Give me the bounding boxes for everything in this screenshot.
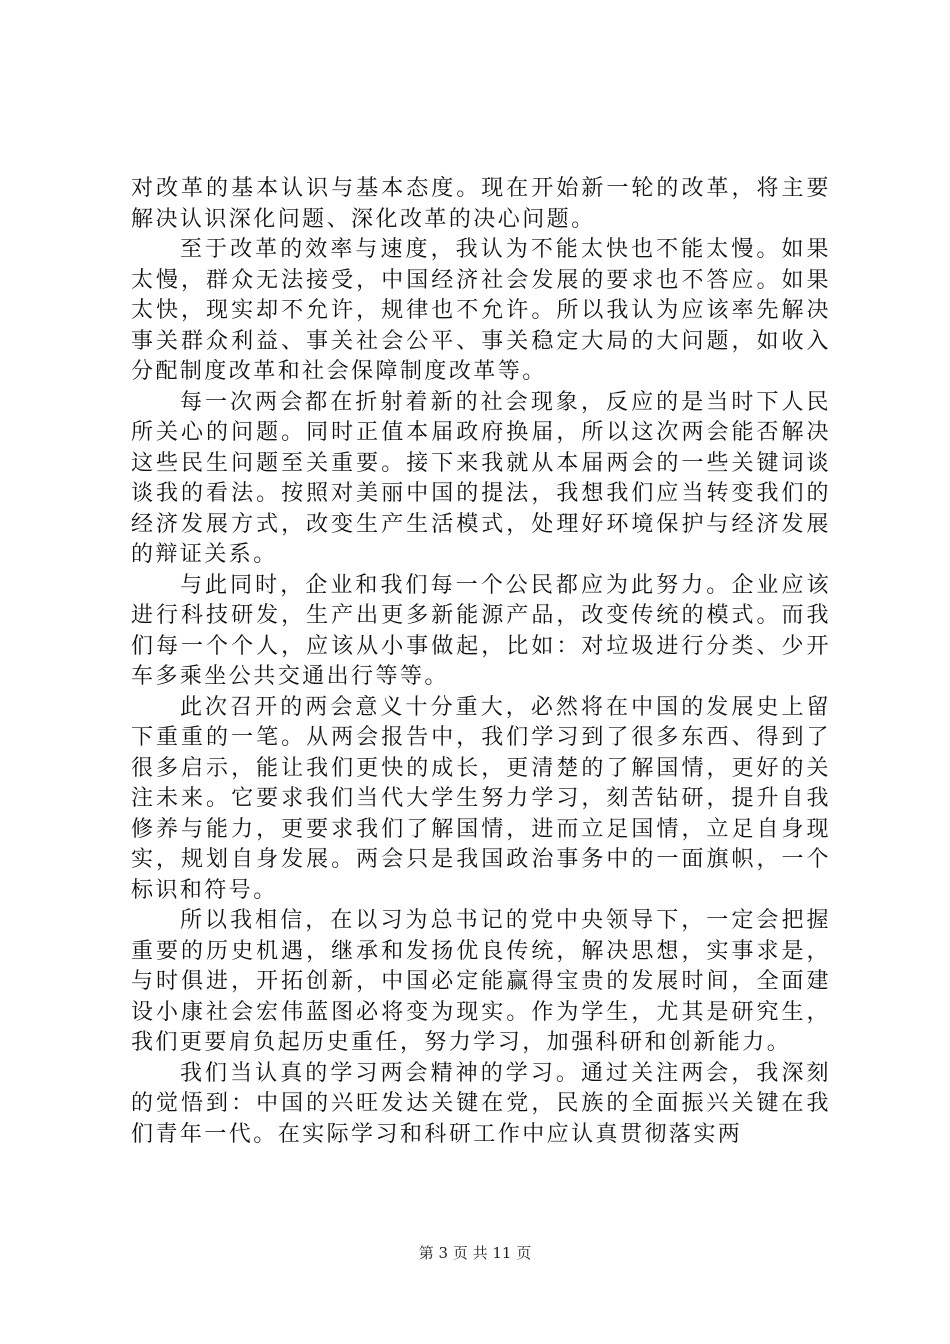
paragraph-1: 对改革的基本认识与基本态度。现在开始新一轮的改革，将主要解决认识深化问题、深化改革的决心问题。 [131,176,831,232]
paragraph-5: 此次召开的两会意义十分重大，必然将在中国的发展史上留下重重的一笔。从两会报告中，我们学习到了很多东西、得到了很多启示，能让我们更快的成长，更清楚的了解国情，更好的关注未来。它要求我们当代大学生努力学习，刻苦钻研，提升自我修养与能力，更要求我们了解国情，进而立足国情，立足自身现实，规划自身发展。两会只是我国政治事务中的一面旗帜，一个标识和符号。 [131,694,831,903]
paragraph-3: 每一次两会都在折射着新的社会现象，反应的是当时下人民所关心的问题。同时正值本届政府换届，所以这次两会能否解决这些民生问题至关重要。接下来我就从本届两会的一些关键词谈谈我的看法。按照对美丽中国的提法，我想我们应当转变我们的经济发展方式，改变生产生活模式，处理好环境保护与经济发展的辩证关系。 [131,389,831,567]
paragraph-4: 与此同时，企业和我们每一个公民都应为此努力。企业应该进行科技研发，生产出更多新能源产品，改变传统的模式。而我们每一个个人，应该从小事做起，比如：对垃圾进行分类、少开车多乘坐公共交通出行等等。 [131,572,831,689]
page-number-label: 第 3 页 共 11 页 [418,1244,532,1262]
paragraph-7: 我们当认真的学习两会精神的学习。通过关注两会，我深刻的觉悟到：中国的兴旺发达关键在党，民族的全面振兴关键在我们青年一代。在实际学习和科研工作中应认真贯彻落实两 [131,1060,831,1147]
body-text [131,174,831,1150]
paragraph-6: 所以我相信，在以习为总书记的党中央领导下，一定会把握重要的历史机遇，继承和发扬优良传统，解决思想，实事求是，与时俱进，开拓创新，中国必定能赢得宝贵的发展时间，全面建设小康社会宏伟蓝图必将变为现实。作为学生，尤其是研究生，我们更要肩负起历史重任，努力学习，加强科研和创新能力。 [131,908,831,1055]
page-footer [0,1243,950,1263]
paragraph-2: 至于改革的效率与速度，我认为不能太快也不能太慢。如果太慢，群众无法接受，中国经济社会发展的要求也不答应。如果太快，现实却不允许，规律也不允许。所以我认为应该率先解决事关群众利益、事关社会公平、事关稳定大局的大问题，如收入分配制度改革和社会保障制度改革等。 [131,237,831,384]
